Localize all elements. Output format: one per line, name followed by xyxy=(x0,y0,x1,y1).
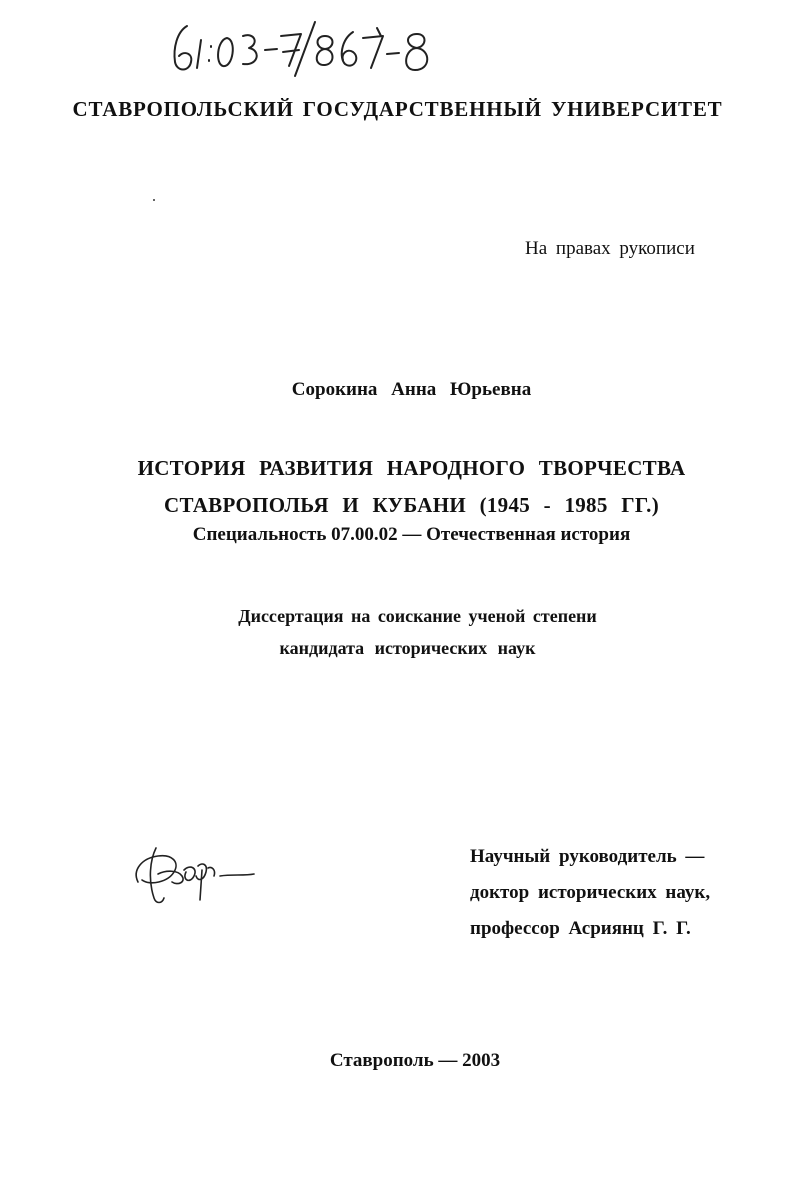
dissertation-title-line-2: СТАВРОПОЛЬЯ И КУБАНИ (1945 - 1985 ГГ.) xyxy=(163,493,660,517)
manuscript-rights-note: На правах рукописи xyxy=(525,238,695,259)
supervisor-degree: доктор исторических наук, xyxy=(470,882,711,903)
scan-speck xyxy=(153,199,155,201)
specialty-line: Специальность 07.00.02 — Отечественная история xyxy=(192,524,631,545)
dissertation-title-line-1: ИСТОРИЯ РАЗВИТИЯ НАРОДНОГО ТВОРЧЕСТВА xyxy=(137,456,686,480)
supervisor-block xyxy=(470,839,710,947)
university-name: СТАВРОПОЛЬСКИЙ ГОСУДАРСТВЕННЫЙ УНИВЕРСИТЕТ xyxy=(72,97,723,121)
supervisor-name: профессор Асриянц Г. Г. xyxy=(470,918,691,939)
city-year: Ставрополь — 2003 xyxy=(329,1050,501,1071)
degree-line-1: Диссертация на соискание ученой степени xyxy=(238,606,597,626)
degree-line-2: кандидата исторических наук xyxy=(279,638,536,658)
archive-code-handwritten xyxy=(165,18,465,80)
supervisor-role: Научный руководитель — xyxy=(470,846,705,867)
archive-code-drawing xyxy=(165,18,465,80)
signature-drawing xyxy=(128,840,260,910)
dissertation-title xyxy=(0,450,795,524)
signature-handwritten xyxy=(128,840,260,910)
degree-statement xyxy=(0,600,795,664)
author-name: Сорокина Анна Юрьевна xyxy=(291,379,532,400)
